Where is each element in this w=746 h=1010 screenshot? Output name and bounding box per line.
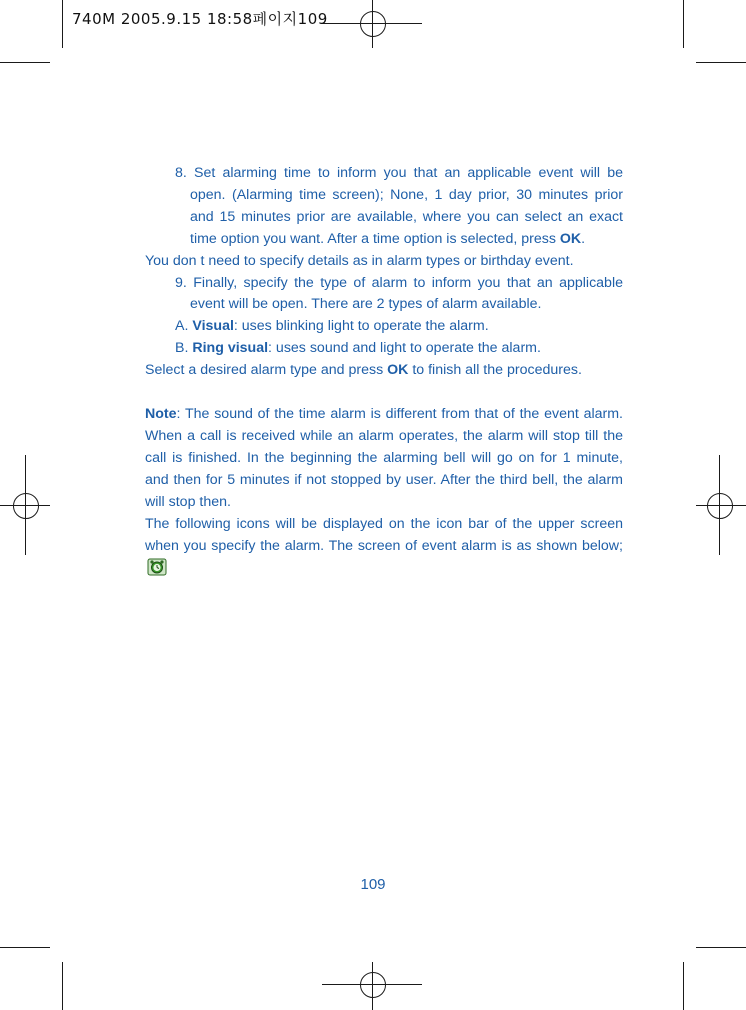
crop-mark [683, 962, 684, 1010]
page-number: 109 [360, 876, 386, 893]
crop-mark [0, 947, 50, 948]
print-header-stamp: 740M 2005.9.15 18:58페이지109 [72, 10, 328, 28]
note-label: Note [145, 406, 177, 423]
ok-key-label: OK [559, 230, 582, 247]
page-content [145, 163, 623, 579]
alarm-type-a: A. Visual: uses blinking light to operate the alarm. [175, 318, 489, 335]
event-alarm-icon [147, 558, 167, 576]
visual-term: Visual [192, 318, 234, 335]
step-9: 9. Finally, specify the type of alarm to inform you that an applicable event will be open. There are 2 types of alarm available. [175, 274, 623, 313]
icons-paragraph: The following icons will be displayed on the icon bar of the upper screen when you specify the alarm. The screen of event alarm is as shown below; [145, 514, 623, 580]
crop-mark [683, 0, 684, 48]
ok-key-label: OK [387, 362, 409, 379]
crop-mark [62, 962, 63, 1010]
spacer [145, 382, 623, 404]
note-paragraph: Note: The sound of the time alarm is different from that of the event alarm. When a call is received while an alarm operates, the alarm will stop till the call is finished. In the beginning the alarming bell will go on for 1 minute, and then for 5 minutes if not stopped by user. After the third bell, the alarm will stop then. [145, 406, 623, 510]
crop-mark [696, 62, 746, 63]
crop-mark [62, 0, 63, 48]
crop-mark [0, 62, 50, 63]
details-note: You don t need to specify details as in alarm types or birthday event. [145, 252, 574, 269]
select-instruction: Select a desired alarm type and press OK to finish all the procedures. [145, 362, 582, 379]
alarm-type-b: B. Ring visual: uses sound and light to operate the alarm. [175, 340, 541, 357]
ring-visual-term: Ring visual [192, 340, 269, 357]
step-8: 8. Set alarming time to inform you that an applicable event will be open. (Alarming time screen); None, 1 day prior, 30 minutes prior and 15 minutes prior are available, where you can select an exact time option you want. After a time option is selected, press OK. [175, 165, 623, 247]
crop-mark [696, 947, 746, 948]
